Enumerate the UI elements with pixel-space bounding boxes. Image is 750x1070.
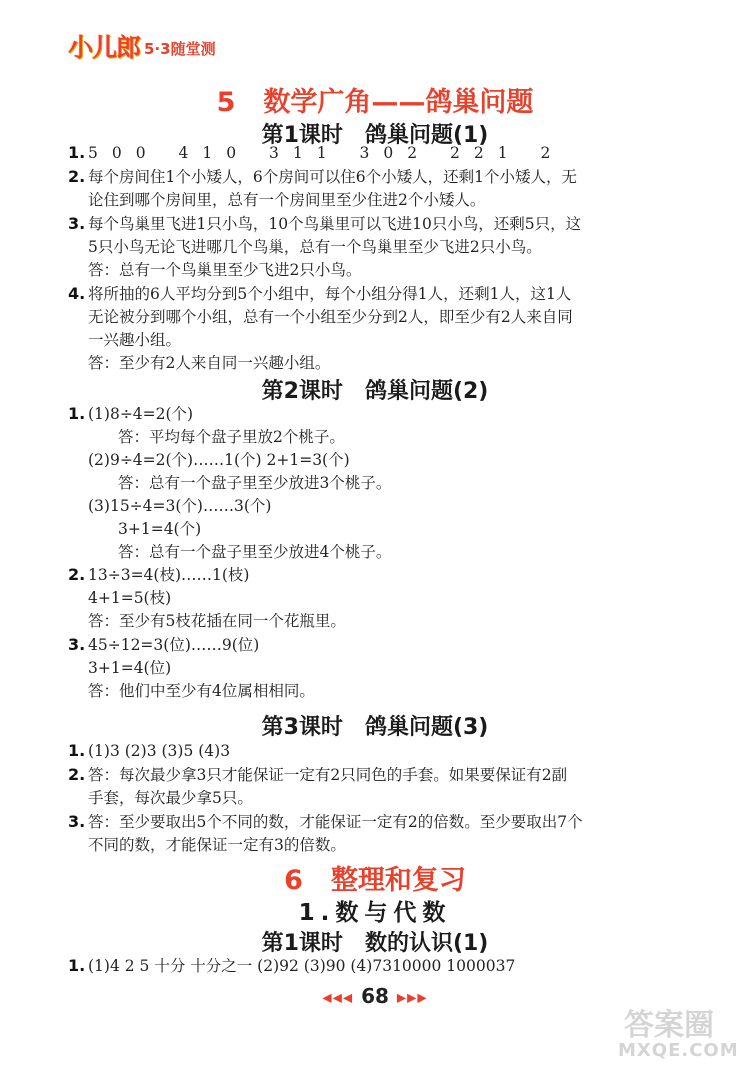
answer-line: 答：他们中至少有4位属相相同。 — [88, 682, 315, 700]
unit-number: 5 — [216, 87, 236, 118]
lesson-topic: 鸽巢问题(1) — [364, 123, 489, 148]
question-number: 3. — [68, 214, 86, 233]
answer-line: 答：总有一个盘子里至少放进4个桃子。 — [118, 543, 392, 561]
answer-line: 答：至少有5枝花插在同一个花瓶里。 — [88, 612, 346, 630]
brand-logo: 小儿郎 — [68, 33, 141, 62]
lesson-2-title — [0, 374, 750, 405]
answer-line: 3+1=4(位) — [88, 659, 172, 677]
answer-line: 答：总有一个鸟巢里至少飞进2只小鸟。 — [88, 261, 362, 279]
answer-line: 不同的数，才能保证一定有3的倍数。 — [88, 836, 346, 854]
answer-line: (3)15÷4=3(个)……3(个) — [88, 497, 272, 515]
right-arrows-icon: ▶▶▶ — [396, 990, 428, 1005]
answer-line: 45÷12=3(位)……9(位) — [88, 636, 260, 654]
answer-line: 答：每次最少拿3只才能保证一定有2只同色的手套。如果要保证有2副 — [88, 766, 568, 784]
lesson-label: 第3课时 — [261, 715, 343, 740]
watermark-text: 答案圈 — [624, 1008, 714, 1043]
brand-series: 5·3随堂测 — [144, 39, 216, 58]
answer-line: 3+1=4(个) — [118, 520, 202, 538]
question-number: 2. — [68, 565, 86, 584]
watermark-url: MXQE.COM — [618, 1040, 739, 1061]
lesson-topic: 鸽巢问题(3) — [364, 715, 489, 740]
answer-line: 答：总有一个盘子里至少放进3个桃子。 — [118, 474, 392, 492]
lesson-label: 第1课时 — [261, 931, 343, 956]
answer-line: 5只小鸟无论飞进哪几个鸟巢，总有一个鸟巢里至少飞进2只小鸟。 — [88, 238, 542, 256]
unit-6-title — [0, 858, 750, 897]
lesson-topic: 鸽巢问题(2) — [364, 379, 489, 404]
question-number: 4. — [68, 284, 86, 303]
answer-line: (1)4 2 5 十分 十分之一 (2)92 (3)90 (4)7310000 1000037 — [88, 957, 516, 975]
answer-line: 每个鸟巢里飞进1只小鸟，10个鸟巢里可以飞进10只小鸟，还剩5只，这 — [88, 215, 582, 233]
answer-line: 答：平均每个盘子里放2个桃子。 — [118, 428, 345, 446]
answer-line: 答：至少要取出5个不同的数，才能保证一定有2的倍数。至少要取出7个 — [88, 813, 583, 831]
lesson-label: 第1课时 — [261, 123, 343, 148]
answer-line: 答：至少有2人来自同一兴趣小组。 — [88, 354, 331, 372]
question-number: 1. — [68, 956, 86, 975]
left-arrows-icon: ◀◀◀ — [322, 990, 354, 1005]
unit-name: 数学广角——鸽巢问题 — [263, 87, 534, 118]
answer-line: 无论被分到哪个小组，总有一个小组至少分到2人，即至少有2人来自同 — [88, 308, 573, 326]
lesson-topic: 数的认识(1) — [364, 931, 489, 956]
unit-number: 6 — [284, 865, 303, 896]
page-number: 68 — [361, 984, 389, 1008]
answer-line: (1)8÷4=2(个) — [88, 405, 194, 423]
answer-line: (1)3 (2)3 (3)5 (4)3 — [88, 742, 231, 760]
lesson-label: 第2课时 — [261, 379, 343, 404]
answer-line: 每个房间住1个小矮人，6个房间可以住6个小矮人，还剩1个小矮人，无 — [88, 168, 577, 186]
answer-line: 4+1=5(枝) — [88, 589, 172, 607]
question-number: 3. — [68, 635, 86, 654]
answer-line: 一兴趣小组。 — [88, 331, 182, 349]
answer-line: 500 410 311 302 221 2 — [88, 144, 565, 162]
question-number: 2. — [68, 765, 86, 784]
unit-name: 整理和复习 — [330, 865, 466, 896]
answer-line: 13÷3=4(枝)……1(枝) — [88, 566, 250, 584]
answer-line: 论住到哪个房间里，总有一个房间里至少住进2个小矮人。 — [88, 191, 486, 209]
answer-line: 将所抽的6人平均分到5个小组中，每个小组分得1人，还剩1人，这1人 — [88, 285, 572, 303]
section-title: 1.数与代数 — [298, 900, 452, 926]
question-number: 1. — [68, 143, 86, 162]
question-number: 2. — [68, 167, 86, 186]
watermark — [618, 1000, 744, 1064]
question-number: 1. — [68, 741, 86, 760]
question-number: 3. — [68, 812, 86, 831]
answer-line: 手套，每次最少拿5只。 — [88, 789, 253, 807]
question-number: 1. — [68, 404, 86, 423]
brand-header — [68, 30, 216, 62]
lesson-3-title — [0, 710, 750, 741]
unit-5-title — [0, 80, 750, 119]
answer-line: (2)9÷4=2(个)……1(个) 2+1=3(个) — [88, 451, 350, 469]
lesson-4-title — [0, 926, 750, 957]
